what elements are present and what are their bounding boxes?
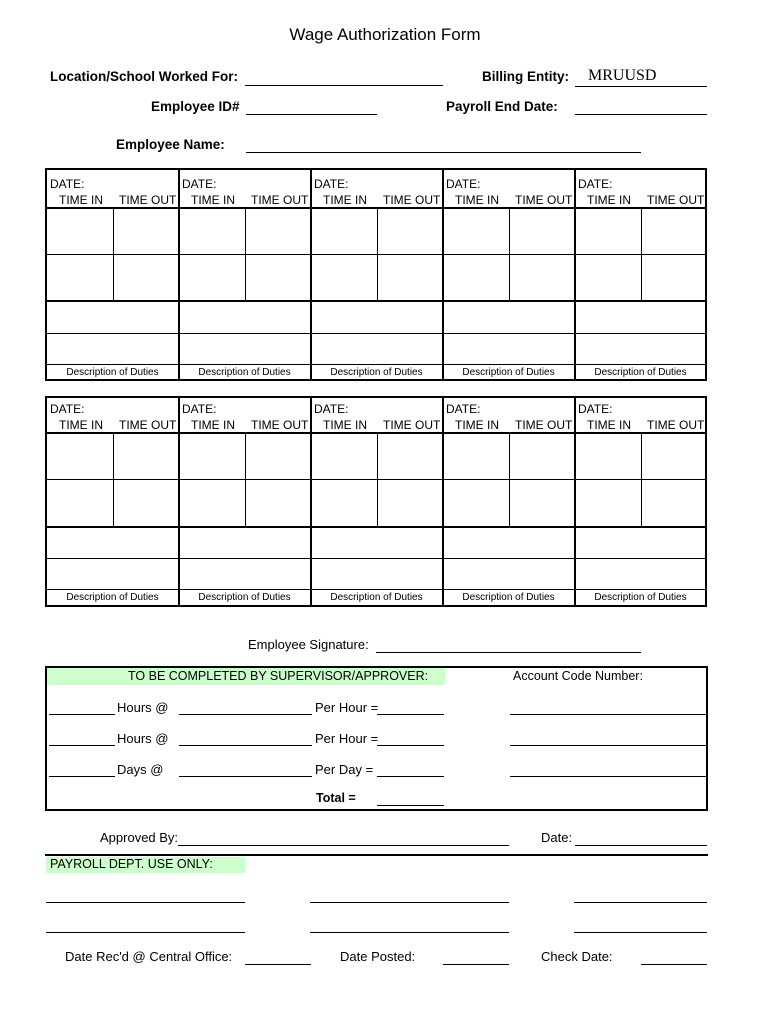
check-date-label: Check Date: — [541, 949, 613, 964]
date-label: DATE: — [446, 402, 481, 416]
per-day-label: Per Day = — [315, 762, 374, 777]
duties-label: Description of Duties — [330, 367, 423, 378]
timesheet-week-2 — [45, 396, 707, 607]
payroll-field[interactable] — [574, 932, 707, 933]
time-out-label: TIME OUT — [119, 193, 177, 207]
date-label: DATE: — [182, 177, 217, 191]
billing-entity-value: MRUUSD — [588, 67, 657, 84]
employee-name-field[interactable] — [246, 152, 641, 153]
amount-field[interactable] — [377, 714, 444, 715]
section-divider — [45, 854, 708, 856]
employee-signature-field[interactable] — [376, 652, 641, 653]
hours-field[interactable] — [49, 714, 115, 715]
time-in-label: TIME IN — [587, 193, 631, 207]
payroll-field[interactable] — [46, 902, 245, 903]
account-code-field[interactable] — [510, 745, 708, 746]
form-title: Wage Authorization Form — [289, 25, 481, 44]
amount-field[interactable] — [377, 745, 444, 746]
date-label: DATE: — [50, 177, 85, 191]
supervisor-header: TO BE COMPLETED BY SUPERVISOR/APPROVER: — [128, 669, 429, 683]
duties-label: Description of Duties — [66, 592, 159, 603]
billing-entity-field[interactable] — [575, 86, 707, 87]
payroll-field[interactable] — [574, 902, 707, 903]
duties-label: Description of Duties — [462, 592, 555, 603]
employee-id-label: Employee ID# — [151, 99, 240, 114]
duties-label: Description of Duties — [66, 367, 159, 378]
supervisor-section — [45, 666, 708, 811]
date-posted-label: Date Posted: — [340, 949, 416, 964]
hours-label: Hours @ — [117, 700, 169, 715]
date-posted-field[interactable] — [443, 964, 509, 965]
time-in-label: TIME IN — [59, 193, 103, 207]
time-out-label: TIME OUT — [515, 193, 573, 207]
payroll-end-date-field[interactable] — [575, 114, 707, 115]
location-field[interactable] — [245, 85, 443, 86]
approved-by-field[interactable] — [178, 845, 509, 846]
rate-field[interactable] — [179, 745, 312, 746]
time-out-label: TIME OUT — [251, 418, 309, 432]
date-recd-field[interactable] — [245, 964, 311, 965]
date-label: DATE: — [446, 177, 481, 191]
employee-signature-label: Employee Signature: — [248, 637, 369, 652]
payroll-end-date-label: Payroll End Date: — [446, 99, 558, 114]
check-date-field[interactable] — [641, 964, 707, 965]
time-in-label: TIME IN — [587, 418, 631, 432]
location-label: Location/School Worked For: — [50, 69, 239, 84]
duties-label: Description of Duties — [462, 367, 555, 378]
time-out-label: TIME OUT — [515, 418, 573, 432]
account-code-field[interactable] — [510, 776, 708, 777]
time-in-label: TIME IN — [191, 193, 235, 207]
days-label: Days @ — [117, 762, 164, 777]
employee-id-field[interactable] — [246, 114, 377, 115]
date-label: DATE: — [182, 402, 217, 416]
total-label: Total = — [316, 791, 356, 805]
account-code-label: Account Code Number: — [513, 669, 643, 683]
payroll-header: PAYROLL DEPT. USE ONLY: — [50, 857, 213, 871]
time-in-label: TIME IN — [59, 418, 103, 432]
billing-entity-label: Billing Entity: — [482, 69, 569, 84]
amount-field[interactable] — [377, 776, 444, 777]
date-label: DATE: — [578, 177, 613, 191]
approval-date-label: Date: — [541, 830, 573, 845]
approval-date-field[interactable] — [575, 845, 707, 846]
hours-field[interactable] — [49, 745, 115, 746]
days-field[interactable] — [49, 776, 115, 777]
duties-label: Description of Duties — [594, 367, 687, 378]
time-out-label: TIME OUT — [119, 418, 177, 432]
payroll-field[interactable] — [310, 932, 509, 933]
time-in-label: TIME IN — [455, 418, 499, 432]
date-recd-label: Date Rec'd @ Central Office: — [65, 949, 233, 964]
time-out-label: TIME OUT — [647, 418, 705, 432]
rate-field[interactable] — [179, 714, 312, 715]
duties-label: Description of Duties — [594, 592, 687, 603]
timesheet-week-1 — [45, 168, 707, 381]
time-in-label: TIME IN — [191, 418, 235, 432]
rate-field[interactable] — [179, 776, 312, 777]
total-field[interactable] — [377, 805, 444, 806]
time-out-label: TIME OUT — [251, 193, 309, 207]
payroll-field[interactable] — [310, 902, 509, 903]
hours-label: Hours @ — [117, 731, 169, 746]
duties-label: Description of Duties — [198, 592, 291, 603]
date-label: DATE: — [314, 402, 349, 416]
date-label: DATE: — [314, 177, 349, 191]
employee-name-label: Employee Name: — [116, 137, 225, 152]
per-hour-label: Per Hour = — [315, 731, 379, 746]
payroll-field[interactable] — [46, 932, 245, 933]
date-label: DATE: — [50, 402, 85, 416]
account-code-field[interactable] — [510, 714, 708, 715]
time-in-label: TIME IN — [323, 193, 367, 207]
time-in-label: TIME IN — [323, 418, 367, 432]
time-out-label: TIME OUT — [383, 193, 441, 207]
date-label: DATE: — [578, 402, 613, 416]
duties-label: Description of Duties — [198, 367, 291, 378]
approved-by-label: Approved By: — [100, 830, 179, 845]
time-in-label: TIME IN — [455, 193, 499, 207]
time-out-label: TIME OUT — [647, 193, 705, 207]
time-out-label: TIME OUT — [383, 418, 441, 432]
per-hour-label: Per Hour = — [315, 700, 379, 715]
duties-label: Description of Duties — [330, 592, 423, 603]
